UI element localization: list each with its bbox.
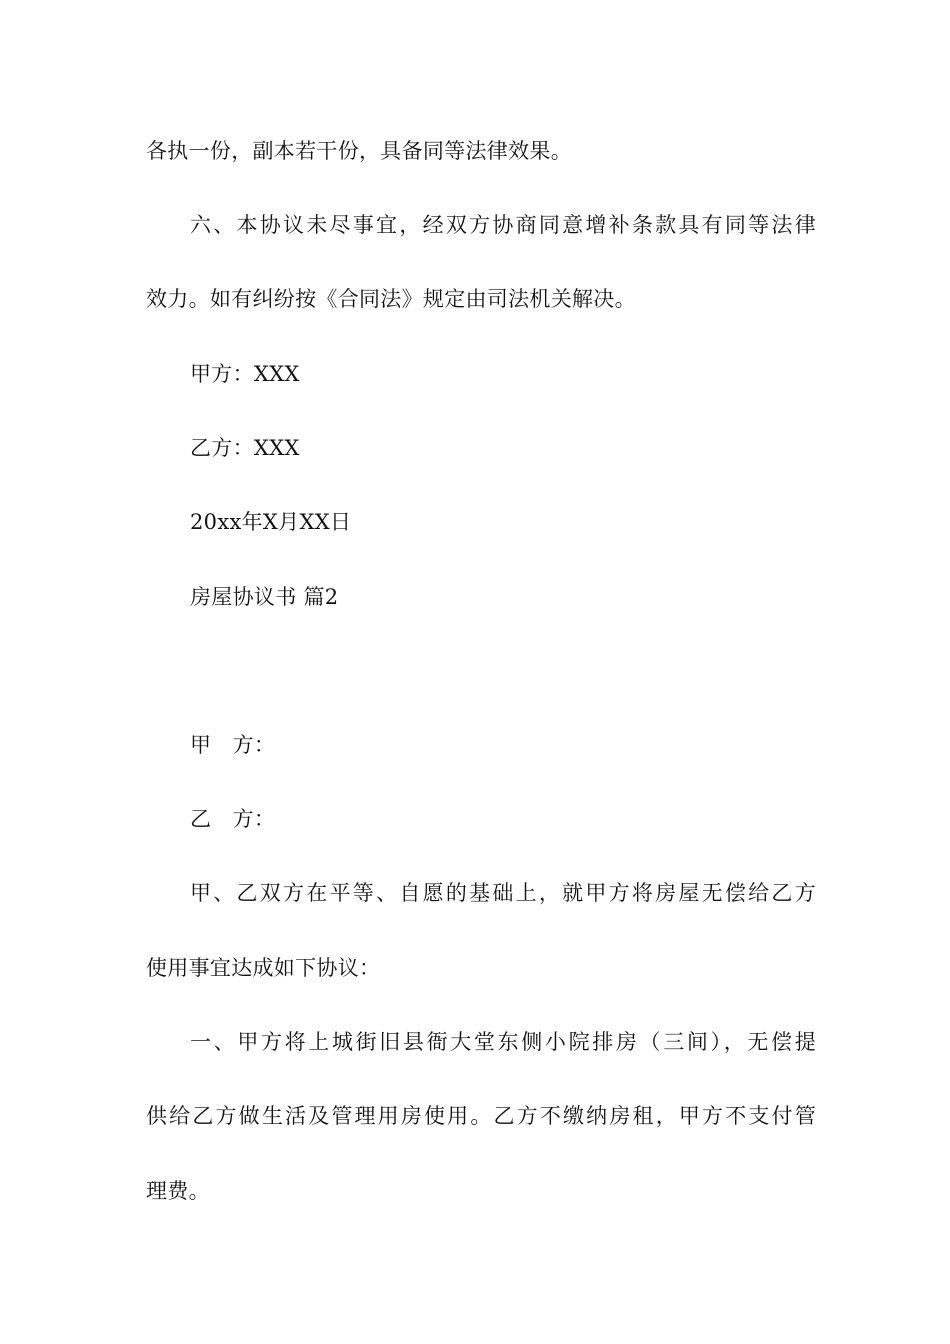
paragraph-line-copies-clause: 各执一份，副本若干份，具备同等法律效果。: [146, 139, 572, 163]
paragraph-line-preamble-cont: 使用事宜达成如下协议：: [146, 956, 381, 980]
paragraph-line-clause-one-end: 理费。: [146, 1179, 210, 1203]
paragraph-line-dispute-clause: 效力。如有纠纷按《合同法》规定由司法机关解决。: [146, 287, 636, 311]
party-a-label: 甲 方：: [190, 733, 276, 757]
signing-date: 20xx年X月XX日: [190, 510, 352, 534]
party-a-signature: 甲方：XXX: [190, 362, 300, 386]
paragraph-line-clause-one-cont: 供给乙方做生活及管理用房使用。乙方不缴纳房租，甲方不支付管: [146, 1104, 816, 1128]
paragraph-line-clause-one: 一、甲方将上城街旧县衙大堂东侧小院排房（三间），无偿提: [190, 1030, 816, 1054]
paragraph-line-clause-six: 六、本协议未尽事宜，经双方协商同意增补条款具有同等法律: [190, 213, 816, 237]
section-heading: 房屋协议书 篇2: [190, 585, 339, 609]
party-b-label: 乙 方：: [190, 807, 276, 831]
party-b-signature: 乙方：XXX: [190, 436, 300, 460]
paragraph-line-preamble: 甲、乙双方在平等、自愿的基础上，就甲方将房屋无偿给乙方: [190, 881, 816, 905]
